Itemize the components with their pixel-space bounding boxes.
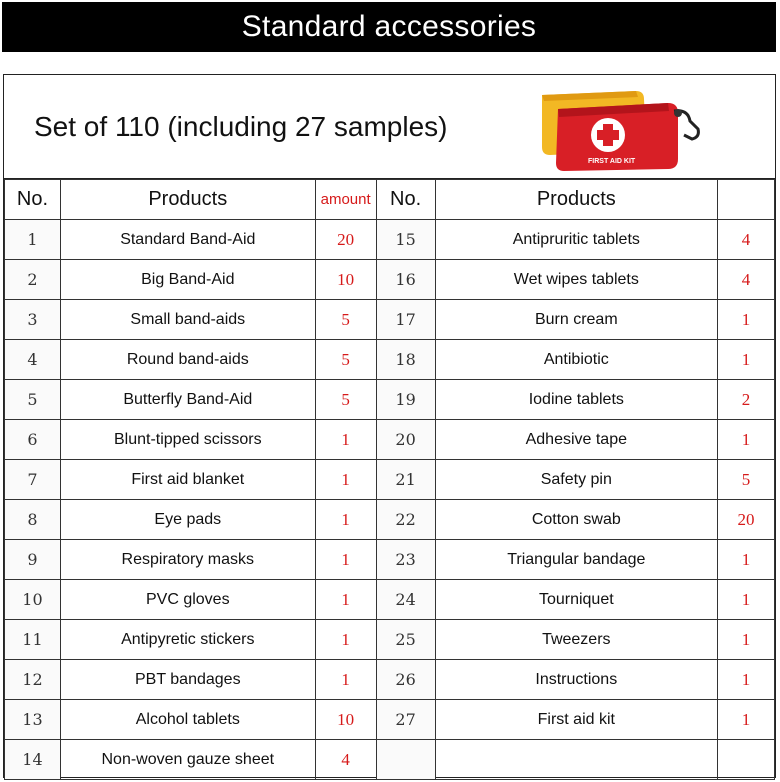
header-no: No. (5, 180, 61, 220)
table-row (5, 740, 775, 780)
product-name: Alcohol tablets (60, 700, 315, 740)
item-amount: 2 (718, 380, 775, 420)
table-row (5, 460, 775, 500)
item-amount: 5 (315, 380, 376, 420)
item-amount: 1 (718, 420, 775, 460)
product-name: Instructions (435, 660, 718, 700)
item-number: 6 (5, 420, 61, 460)
product-name: Antipruritic tablets (435, 220, 718, 260)
table-row (5, 580, 775, 620)
item-number: 19 (376, 380, 435, 420)
header-no-right: No. (376, 180, 435, 220)
product-name: Tweezers (435, 620, 718, 660)
accessories-sheet (3, 74, 776, 778)
product-name: Butterfly Band-Aid (60, 380, 315, 420)
item-amount: 5 (315, 340, 376, 380)
product-name: Adhesive tape (435, 420, 718, 460)
item-number: 5 (5, 380, 61, 420)
table-row (5, 260, 775, 300)
item-number: 14 (5, 740, 61, 780)
item-number: 20 (376, 420, 435, 460)
table-row (5, 500, 775, 540)
item-number: 17 (376, 300, 435, 340)
product-name: First aid blanket (60, 460, 315, 500)
product-name: Triangular bandage (435, 540, 718, 580)
kit-label: FIRST AID KIT (588, 158, 636, 165)
item-number: 7 (5, 460, 61, 500)
product-name: Iodine tablets (435, 380, 718, 420)
item-number: 24 (376, 580, 435, 620)
table-row (5, 420, 775, 460)
product-name: Antibiotic (435, 340, 718, 380)
product-name: Big Band-Aid (60, 260, 315, 300)
item-amount: 10 (315, 700, 376, 740)
product-name (435, 740, 718, 780)
table-row (5, 220, 775, 260)
item-amount: 4 (315, 740, 376, 780)
header-amount-right (718, 180, 775, 220)
table-row (5, 540, 775, 580)
item-number: 10 (5, 580, 61, 620)
item-number: 1 (5, 220, 61, 260)
table-row (5, 380, 775, 420)
product-name: Wet wipes tablets (435, 260, 718, 300)
product-name: Non-woven gauze sheet (60, 740, 315, 780)
item-amount: 1 (718, 540, 775, 580)
product-name: Antipyretic stickers (60, 620, 315, 660)
item-number: 2 (5, 260, 61, 300)
item-number: 4 (5, 340, 61, 380)
item-number: 26 (376, 660, 435, 700)
product-name: Burn cream (435, 300, 718, 340)
table-row (5, 700, 775, 740)
item-amount: 1 (315, 420, 376, 460)
item-number: 18 (376, 340, 435, 380)
product-name: Tourniquet (435, 580, 718, 620)
header-products: Products (60, 180, 315, 220)
product-name: Small band-aids (60, 300, 315, 340)
item-amount: 1 (315, 580, 376, 620)
item-number: 12 (5, 660, 61, 700)
first-aid-kit-image (528, 81, 708, 173)
item-number: 8 (5, 500, 61, 540)
subtitle: Set of 110 (including 27 samples) (34, 111, 448, 142)
header-row (5, 180, 775, 220)
item-amount: 5 (315, 300, 376, 340)
item-number (376, 740, 435, 780)
item-amount: 1 (718, 580, 775, 620)
table-row (5, 340, 775, 380)
item-number: 11 (5, 620, 61, 660)
item-amount (718, 740, 775, 780)
product-name: Round band-aids (60, 340, 315, 380)
item-amount: 10 (315, 260, 376, 300)
item-number: 16 (376, 260, 435, 300)
item-number: 22 (376, 500, 435, 540)
item-amount: 4 (718, 220, 775, 260)
item-amount: 5 (718, 460, 775, 500)
product-name: Safety pin (435, 460, 718, 500)
table-row (5, 620, 775, 660)
item-number: 21 (376, 460, 435, 500)
item-amount: 1 (315, 500, 376, 540)
item-number: 13 (5, 700, 61, 740)
header-products-right: Products (435, 180, 718, 220)
item-number: 15 (376, 220, 435, 260)
item-amount: 1 (315, 540, 376, 580)
item-number: 27 (376, 700, 435, 740)
product-name: Blunt-tipped scissors (60, 420, 315, 460)
item-number: 25 (376, 620, 435, 660)
header-amount: amount (315, 180, 376, 220)
item-amount: 4 (718, 260, 775, 300)
item-amount: 20 (315, 220, 376, 260)
item-number: 3 (5, 300, 61, 340)
item-amount: 1 (718, 300, 775, 340)
item-number: 23 (376, 540, 435, 580)
product-name: First aid kit (435, 700, 718, 740)
subtitle-row (4, 75, 775, 179)
product-name: PBT bandages (60, 660, 315, 700)
product-name: Eye pads (60, 500, 315, 540)
item-amount: 1 (718, 340, 775, 380)
item-amount: 1 (315, 660, 376, 700)
product-name: Respiratory masks (60, 540, 315, 580)
product-name: Cotton swab (435, 500, 718, 540)
table-row (5, 300, 775, 340)
table-row (5, 660, 775, 700)
item-amount: 1 (718, 620, 775, 660)
product-name: Standard Band-Aid (60, 220, 315, 260)
product-name: PVC gloves (60, 580, 315, 620)
item-amount: 1 (718, 700, 775, 740)
item-amount: 1 (315, 620, 376, 660)
item-amount: 1 (718, 660, 775, 700)
item-amount: 20 (718, 500, 775, 540)
item-number: 9 (5, 540, 61, 580)
accessories-table (4, 179, 775, 780)
item-amount: 1 (315, 460, 376, 500)
banner-title: Standard accessories (2, 2, 776, 52)
